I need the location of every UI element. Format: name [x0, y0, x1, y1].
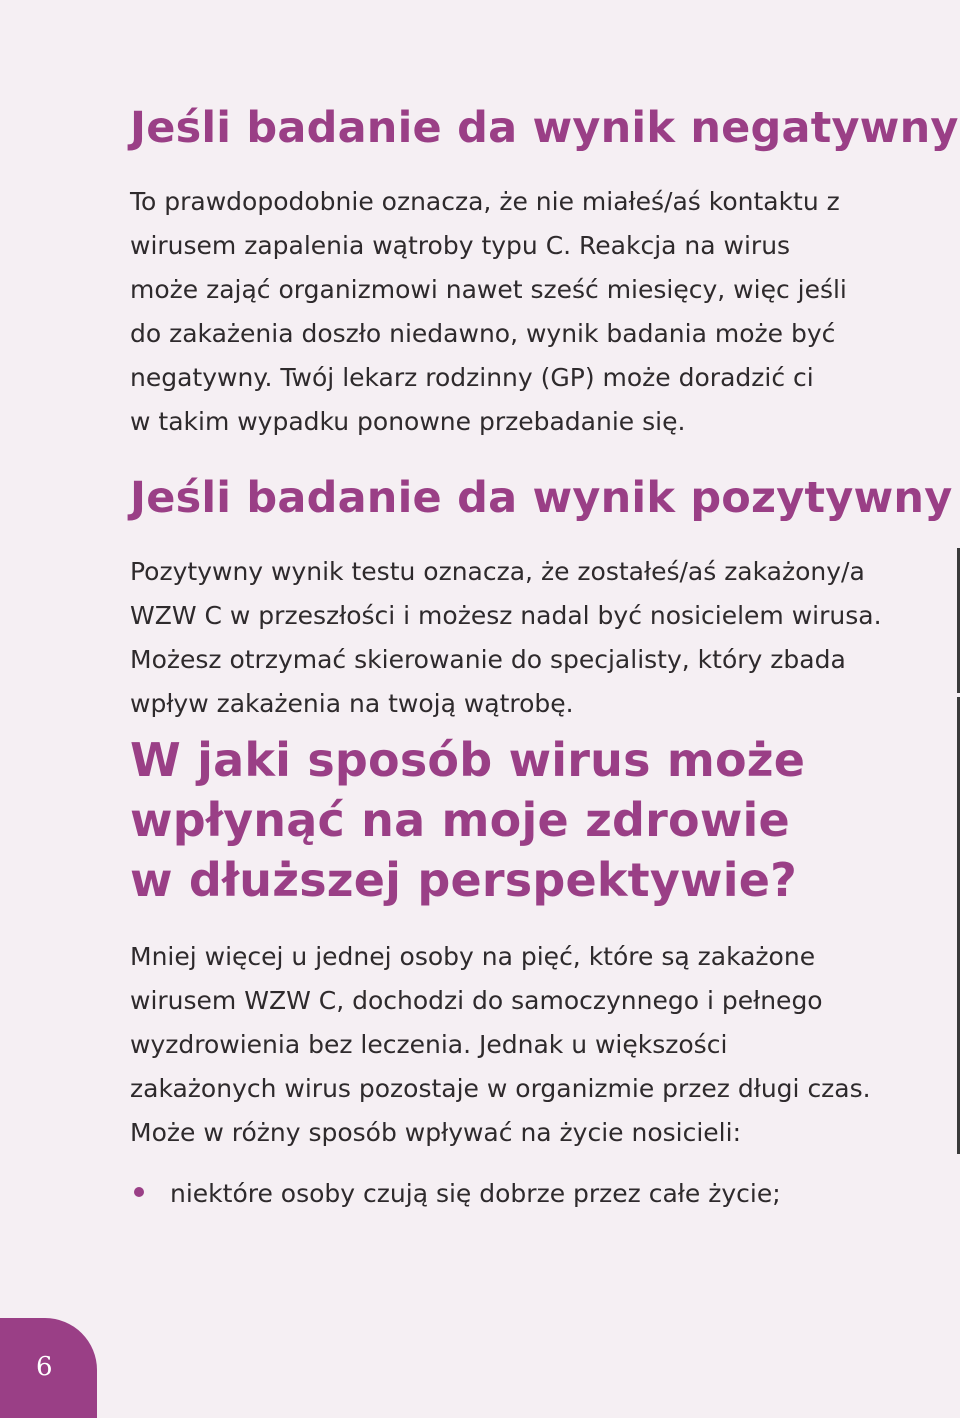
paragraph-long-term-health	[130, 935, 871, 1155]
text-line: w takim wypadku ponowne przebadanie się.	[130, 407, 686, 436]
text-line: Pozytywny wynik testu oznacza, że zostałeś/aś zakażony/a	[130, 557, 865, 586]
text-line: wirusem zapalenia wątroby typu C. Reakcja na wirus	[130, 231, 791, 260]
heading-long-term-health	[130, 730, 805, 910]
text-line: Możesz otrzymać skierowanie do specjalisty, który zbada	[130, 645, 846, 674]
text-line: do zakażenia doszło niedawno, wynik badania może być	[130, 319, 836, 348]
paragraph-negative-result	[130, 180, 847, 444]
text-line: WZW C w przeszłości i możesz nadal być nosicielem wirusa.	[130, 601, 882, 630]
text-line: negatywny. Twój lekarz rodzinny (GP) może doradzić ci	[130, 363, 814, 392]
list-item	[130, 1172, 781, 1216]
text-line: wpływ zakażenia na twoją wątrobę.	[130, 689, 574, 718]
bullet-icon	[134, 1187, 144, 1197]
text-line: może zająć organizmowi nawet sześć miesięcy, więc jeśli	[130, 275, 847, 304]
heading-line: W jaki sposób wirus może	[130, 733, 806, 787]
heading-line: w dłuższej perspektywie?	[130, 853, 797, 907]
heading-line: wpłynąć na moje zdrowie	[130, 793, 790, 847]
text-line: wirusem WZW C, dochodzi do samoczynnego i pełnego	[130, 986, 823, 1015]
heading-positive-result: Jeśli badanie da wynik pozytywny	[130, 473, 953, 523]
heading-negative-result: Jeśli badanie da wynik negatywny	[130, 103, 959, 153]
paragraph-positive-result	[130, 550, 882, 726]
page-number: 6	[36, 1352, 53, 1382]
text-line: Może w różny sposób wpływać na życie nosicieli:	[130, 1118, 741, 1147]
text-line: Mniej więcej u jednej osoby na pięć, które są zakażone	[130, 942, 816, 971]
text-line: zakażonych wirus pozostaje w organizmie przez długi czas.	[130, 1074, 871, 1103]
bullet-list	[130, 1172, 781, 1216]
text-line: To prawdopodobnie oznacza, że nie miałeś/aś kontaktu z	[130, 187, 840, 216]
text-line: wyzdrowienia bez leczenia. Jednak u większości	[130, 1030, 728, 1059]
list-item-text: niektóre osoby czują się dobrze przez całe życie;	[170, 1179, 781, 1208]
